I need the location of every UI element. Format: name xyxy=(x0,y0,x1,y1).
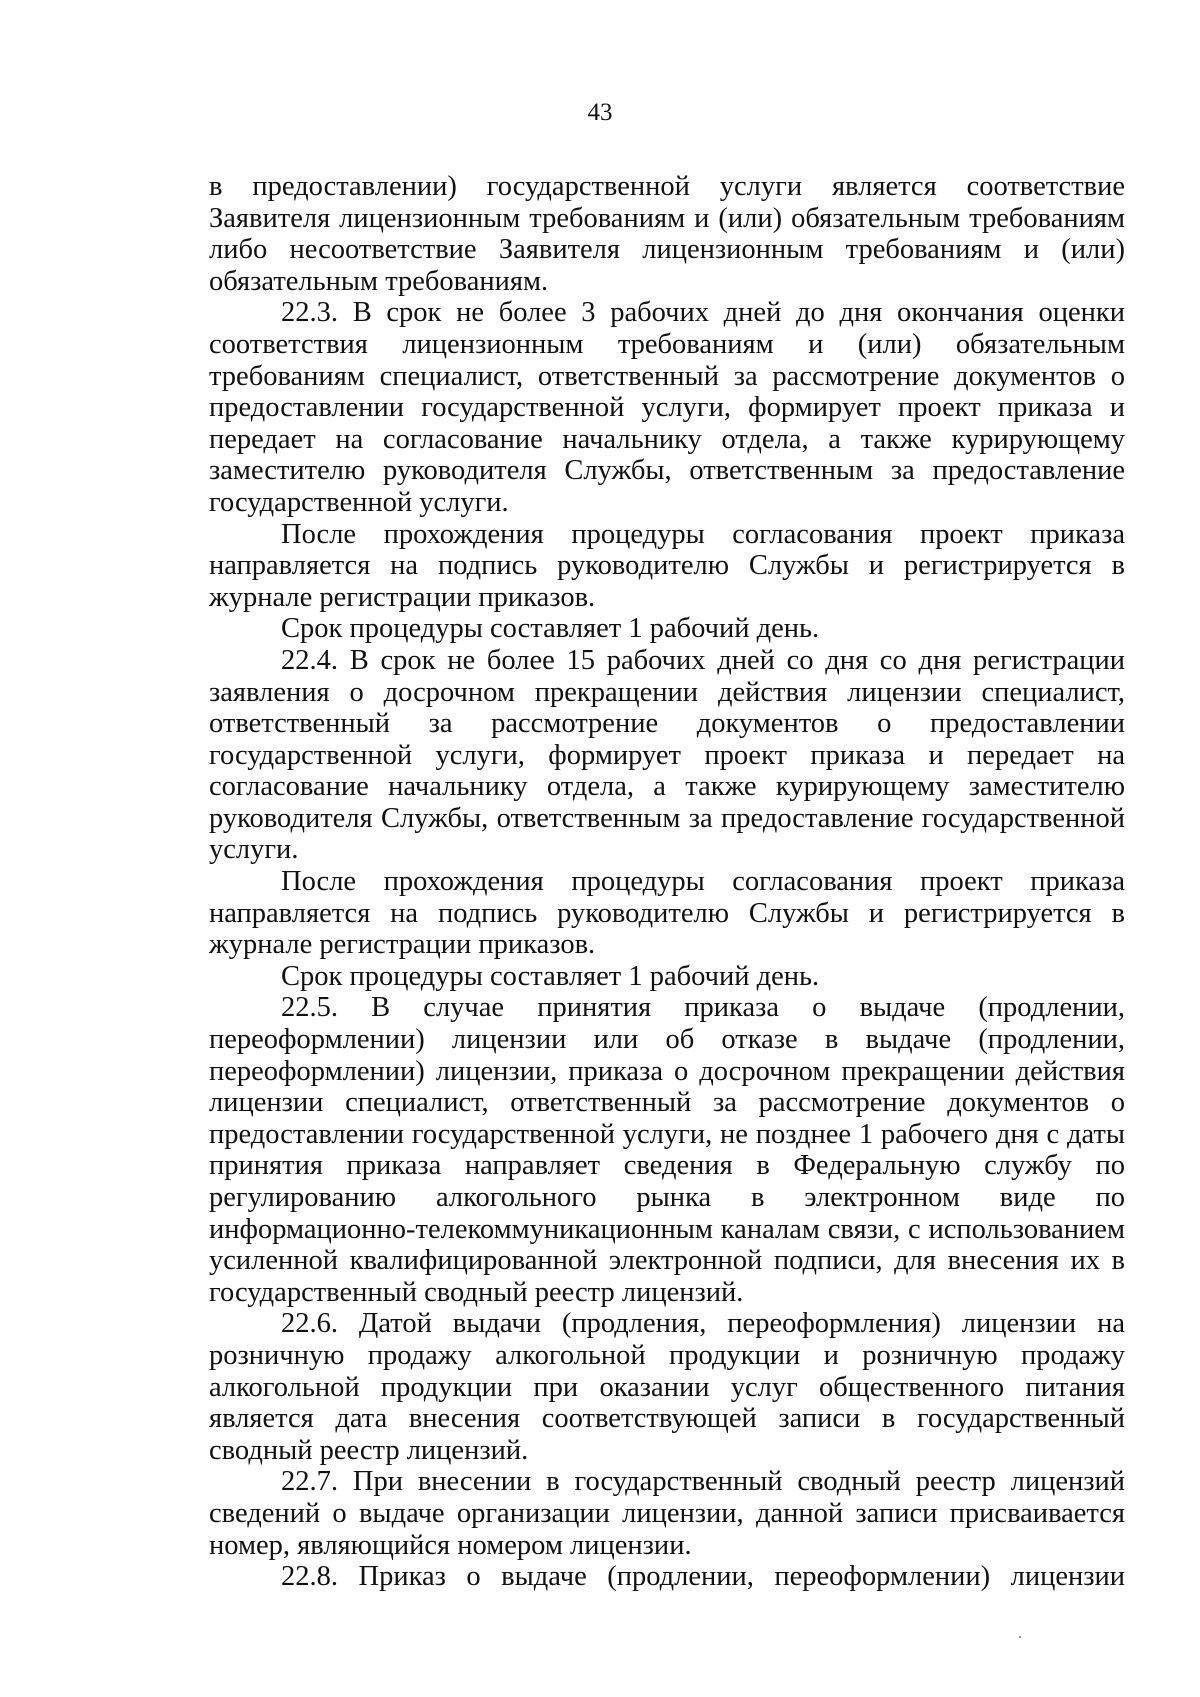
paragraph-22-7: 22.7. При внесении в государственный сводный реестр лицензий сведений о выдаче организации лицензии, данной записи присваивается номер, являющийся номером лицензии. xyxy=(209,1466,1125,1561)
paragraph-approval-2: После прохождения процедуры согласования проект приказа направляется на подпись руководителю Службы и регистрируется в журнале регистрации приказов. xyxy=(209,866,1125,961)
paragraph-term-1: Срок процедуры составляет 1 рабочий день. xyxy=(281,613,820,645)
paragraph-continuation: в предоставлении) государственной услуги является соответствие Заявителя лицензионным требованиям и (или) обязательным требованиям либо несоответствие Заявителя лицензионным требованиям и (или) обязательным требованиям. xyxy=(209,171,1125,297)
page-number: 43 xyxy=(587,99,613,126)
paragraph-term-2: Срок процедуры составляет 1 рабочий день. xyxy=(281,960,820,992)
paragraph-22-3: 22.3. В срок не более 3 рабочих дней до дня окончания оценки соответствия лицензионным требованиям и (или) обязательным требованиям специалист, ответственный за рассмотрение документов о предоставлении государственной услуги, формирует проект приказа и передает на согласование начальнику отдела, а также курирующему заместителю руководителя Службы, ответственным за предоставление государственной услуги. xyxy=(209,297,1125,518)
paragraph-approval-1: После прохождения процедуры согласования проект приказа направляется на подпись руководителю Службы и регистрируется в журнале регистрации приказов. xyxy=(209,518,1125,613)
paragraph-22-4: 22.4. В срок не более 15 рабочих дней со дня со дня регистрации заявления о досрочном прекращении действия лицензии специалист, ответственный за рассмотрение документов о предоставлении государственной услуги, формирует проект приказа и передает на согласование начальнику отдела, а также курирующему заместителю руководителя Службы, ответственным за предоставление государственной услуги. xyxy=(209,644,1125,866)
scan-speck xyxy=(1019,1636,1021,1638)
document-body xyxy=(209,171,1125,1593)
paragraph-22-8: 22.8. Приказ о выдаче (продлении, переоформлении) лицензии xyxy=(281,1561,1125,1593)
paragraph-22-6: 22.6. Датой выдачи (продления, переоформления) лицензии на розничную продажу алкогольной продукции и розничную продажу алкогольной продукции при оказании услуг общественного питания является дата внесения соответствующей записи в государственный сводный реестр лицензий. xyxy=(209,1308,1125,1466)
paragraph-22-5: 22.5. В случае принятия приказа о выдаче (продлении, переоформлении) лицензии или об отказе в выдаче (продлении, переоформлении) лицензии, приказа о досрочном прекращении действия лицензии специалист, ответственный за рассмотрение документов о предоставлении государственной услуги, не позднее 1 рабочего дня с даты принятия приказа направляет сведения в Федеральную службу по регулированию алкогольного рынка в электронном виде по информационно-телекоммуникационным каналам связи, с использованием усиленной квалифицированной электронной подписи, для внесения их в государственный сводный реестр лицензий. xyxy=(209,992,1125,1308)
